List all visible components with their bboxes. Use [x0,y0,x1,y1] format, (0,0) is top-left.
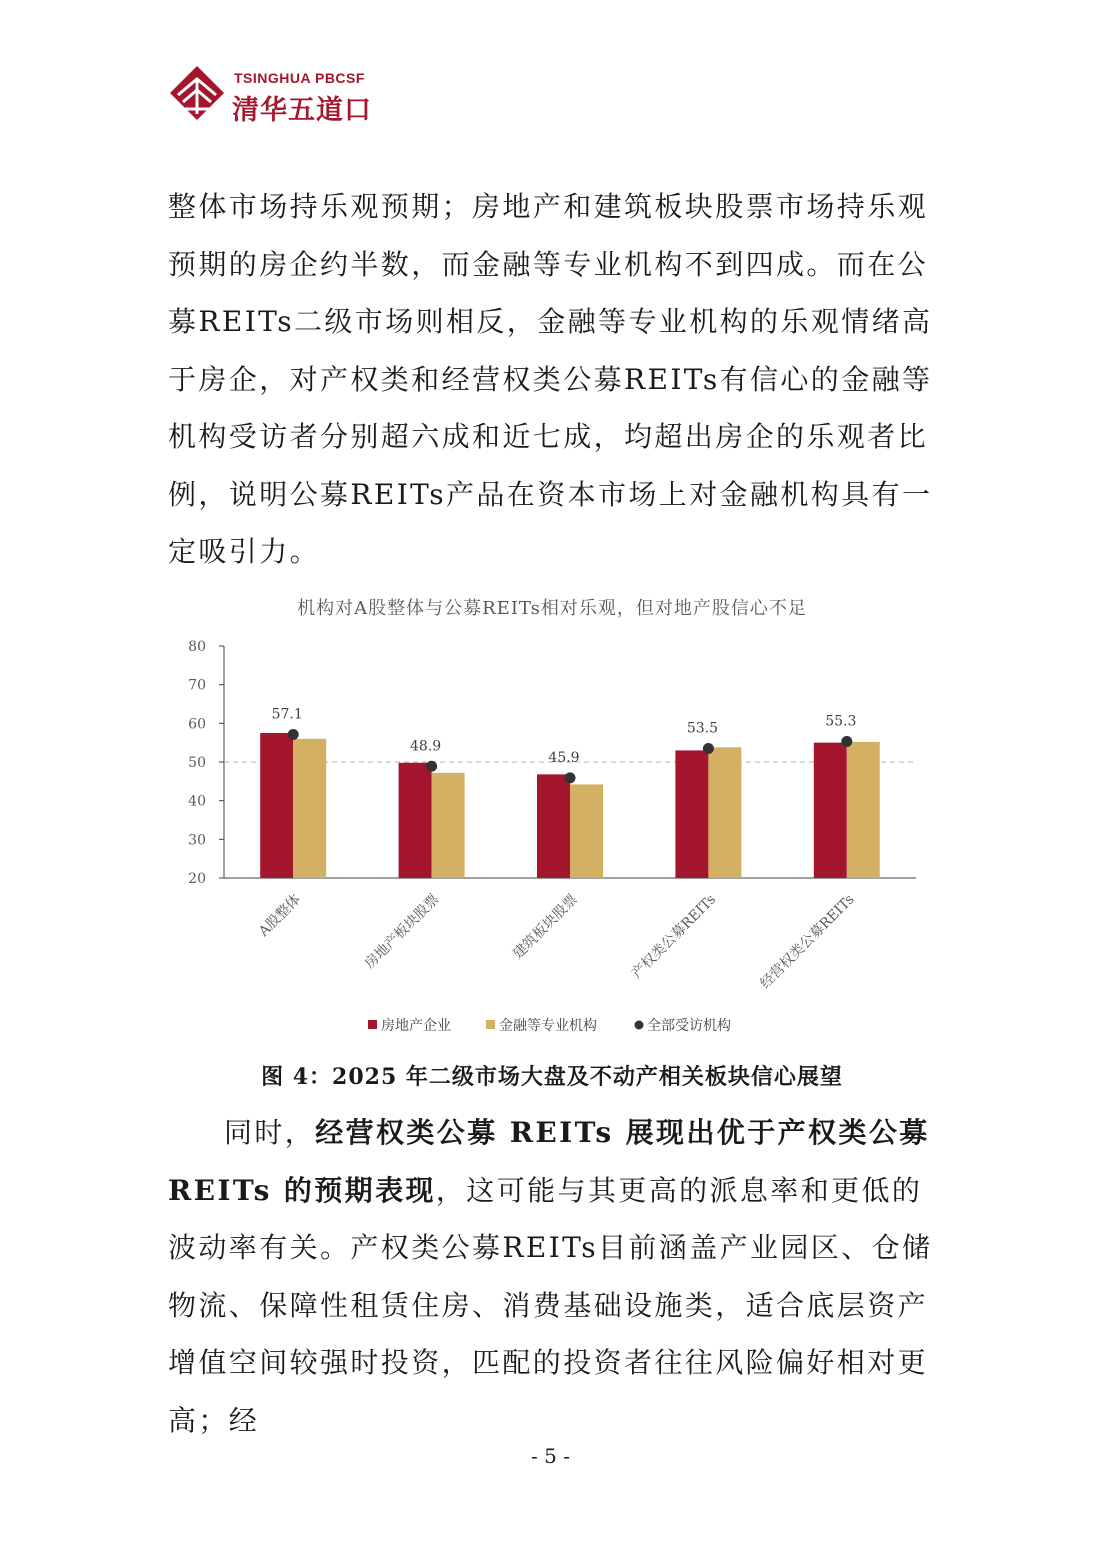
logo-chinese-text: 清华五道口 [232,95,372,126]
bar-real-estate-0 [260,733,293,878]
x-tick-label: 房地产板块股票 [361,891,443,973]
bar-real-estate-1 [399,763,432,878]
data-label-1: 48.9 [410,738,442,755]
bar-financial-3 [708,747,741,878]
figure-caption: 图 4：2025 年二级市场大盘及不动产相关板块信心展望 [261,1064,843,1090]
point-all-institutions-1 [426,761,437,772]
x-tick-label: 经营权类公募REITs [757,891,858,992]
bar-financial-2 [570,784,603,878]
legend-label-all-institutions: 全部受访机构 [647,1018,731,1034]
y-tick-label: 50 [188,755,206,771]
data-label-4: 55.3 [825,713,857,730]
x-tick-label: A股整体 [255,891,305,940]
point-all-institutions-4 [841,736,852,747]
y-tick-label: 60 [188,716,206,733]
tsinghua-pbcsf-logo [168,64,408,128]
data-label-3: 53.5 [686,720,718,737]
data-label-2: 45.9 [548,749,580,766]
legend-swatch-real-estate [368,1020,377,1029]
point-all-institutions-0 [288,729,299,740]
bar-real-estate-2 [537,774,570,878]
y-tick-label: 20 [188,871,206,887]
point-all-institutions-2 [565,772,576,783]
x-tick-label: 建筑板块股票 [510,891,581,963]
paragraph-2-rest: ，这可能与其更高的派息率和更低的波动率有关。产权类公募REITs目前涵盖产业园区、仓储物流、保障性租赁住房、消费基础设施类，适合底层资产增值空间较强时投资，匹配的投资者往往风险偏好相对更高；经 [168,1173,933,1437]
y-tick-label: 80 [188,639,206,655]
bar-real-estate-4 [814,743,847,878]
body-paragraph-2 [168,1104,936,1449]
body-paragraph-1: 整体市场持乐观预期；房地产和建筑板块股票市场持乐观预期的房企约半数，而金融等专业机构不到四成。而在公募REITs二级市场则相反，金融等专业机构的乐观情绪高于房企，对产权类和经营权类公募REITs有信心的金融等机构受访者分别超六成和近七成，均超出房企的乐观者比例，说明公募REITs产品在资本市场上对金融机构具有一定吸引力。 [168,190,933,568]
page-number: - 5 - [531,1444,570,1468]
bar-chart [168,628,948,1048]
chart-title: 机构对A股整体与公募REITs相对乐观，但对地产股信心不足 [297,598,807,619]
logo-english-text: TSINGHUA PBCSF [234,70,365,86]
y-tick-label: 70 [188,677,206,694]
x-tick-label: 产权类公募REITs [628,891,720,982]
bar-financial-1 [432,773,465,878]
paragraph-2-bold: 经营权类公募 REITs 展现出优于产权类公募 REITs 的预期表现 [168,1116,930,1207]
bar-financial-0 [293,739,326,878]
legend-swatch-all-institutions [635,1021,644,1030]
point-all-institutions-3 [703,743,714,754]
data-label-0: 57.1 [271,706,303,723]
bar-real-estate-3 [675,750,708,878]
y-tick-label: 40 [188,793,206,810]
legend-swatch-financial [486,1020,495,1029]
logo-mark-icon [168,64,226,122]
y-tick-label: 30 [188,832,206,849]
paragraph-2-lead: 同时， [224,1116,316,1149]
legend-label-real-estate: 房地产企业 [381,1018,451,1034]
bar-financial-4 [847,742,880,878]
legend-label-financial: 金融等专业机构 [499,1018,597,1034]
